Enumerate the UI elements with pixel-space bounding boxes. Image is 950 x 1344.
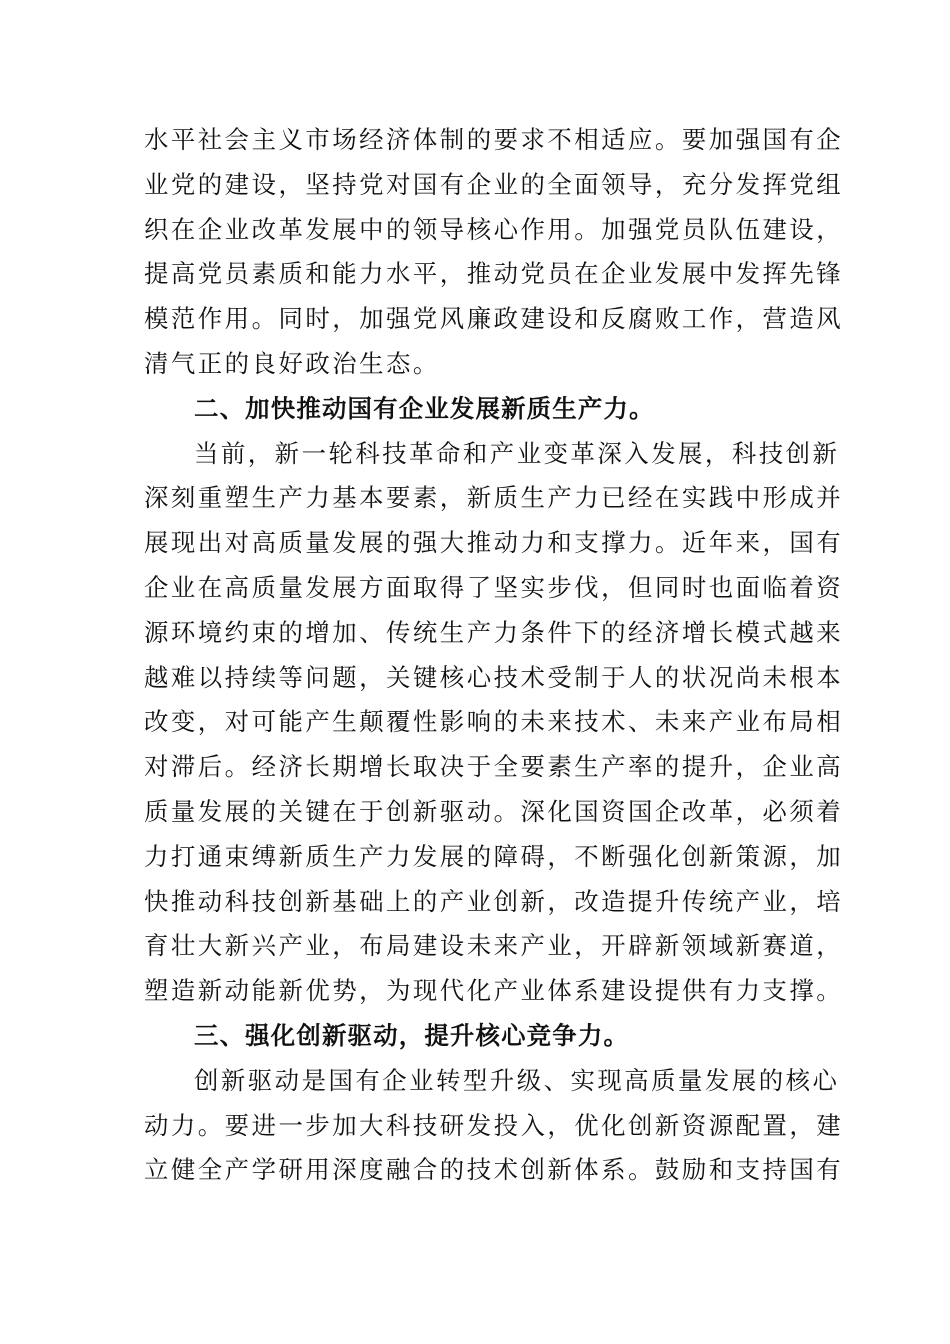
paragraph-line: 快推动科技创新基础上的产业创新，改造提升传统产业，培 [144,886,844,916]
paragraph-line: 育壮大新兴产业，布局建设未来产业，开辟新领域新赛道， [144,931,844,961]
section-heading-2: 二、加快推动国有企业发展新质生产力。 [194,393,655,423]
paragraph-line: 深刻重塑生产力基本要素，新质生产力已经在实践中形成并 [144,483,844,513]
paragraph-line: 企业在高质量发展方面取得了坚实步伐，但同时也面临着资 [144,572,844,602]
paragraph-line: 业党的建设，坚持党对国有企业的全面领导，充分发挥党组 [144,169,844,199]
paragraph-line: 动力。要进一步加大科技研发投入，优化创新资源配置，建 [144,1110,844,1140]
paragraph-line: 质量发展的关键在于创新驱动。深化国资国企改革，必须着 [144,796,844,826]
paragraph-line: 提高党员素质和能力水平，推动党员在企业发展中发挥先锋 [144,259,844,289]
paragraph-line: 源环境约束的增加、传统生产力条件下的经济增长模式越来 [144,617,844,647]
paragraph-line: 立健全产学研用深度融合的技术创新体系。鼓励和支持国有 [144,1155,844,1185]
paragraph-line: 力打通束缚新质生产力发展的障碍，不断强化创新策源，加 [144,841,844,871]
document-body [144,118,844,1193]
paragraph-line: 越难以持续等问题，关键核心技术受制于人的状况尚未根本 [144,662,844,692]
paragraph-line: 塑造新动能新优势，为现代化产业体系建设提供有力支撑。 [144,976,844,1006]
paragraph-first-line: 当前，新一轮科技革命和产业变革深入发展，科技创新 [194,438,840,468]
paragraph-line: 展现出对高质量发展的强大推动力和支撑力。近年来，国有 [144,528,844,558]
paragraph-line: 水平社会主义市场经济体制的要求不相适应。要加强国有企 [144,125,844,154]
paragraph-first-line: 创新驱动是国有企业转型升级、实现高质量发展的核心 [194,1065,840,1095]
section-heading-3: 三、强化创新驱动，提升核心竞争力。 [194,1020,630,1050]
paragraph-line: 清气正的良好政治生态。 [144,348,440,378]
paragraph-line: 改变，对可能产生颠覆性影响的未来技术、未来产业布局相 [144,707,844,737]
paragraph-line: 对滞后。经济长期增长取决于全要素生产率的提升，企业高 [144,752,844,782]
paragraph-line: 织在企业改革发展中的领导核心作用。加强党员队伍建设， [144,214,844,244]
paragraph-line: 模范作用。同时，加强党风廉政建设和反腐败工作，营造风 [144,304,844,334]
